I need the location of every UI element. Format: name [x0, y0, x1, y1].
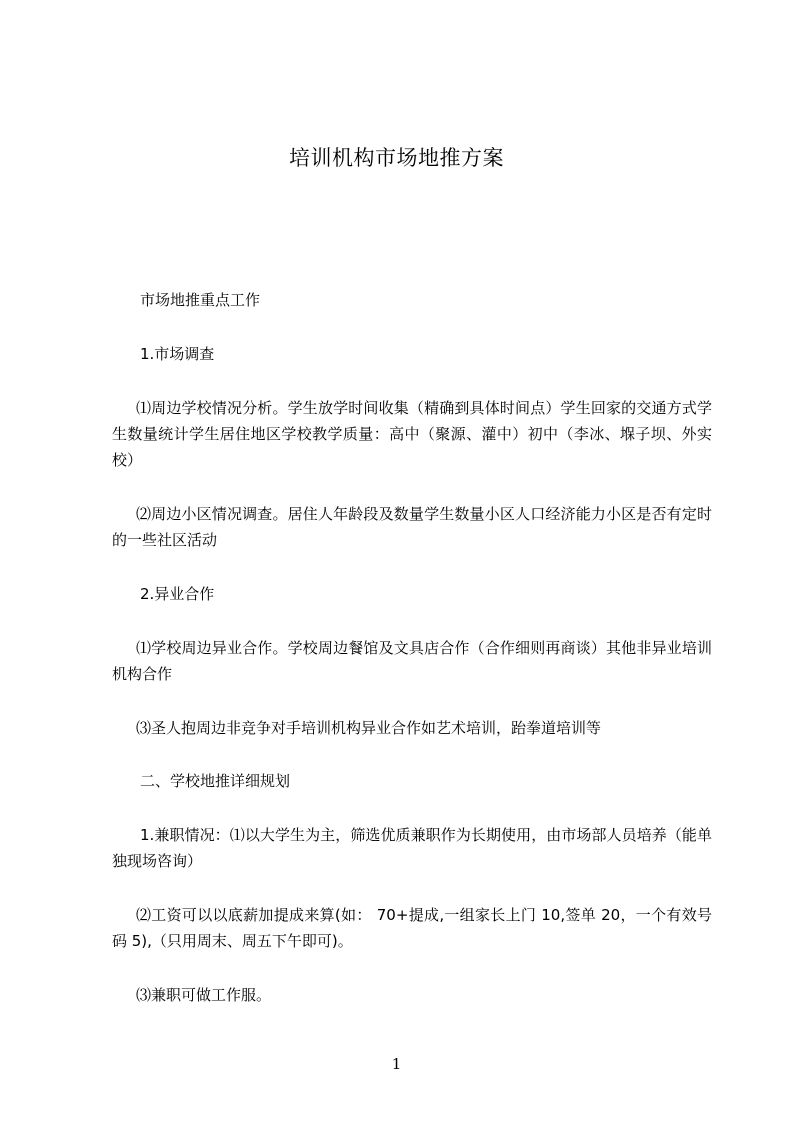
section-heading-key-work: 市场地推重点工作	[140, 291, 261, 309]
paragraph-work-uniform: ⑶兼职可做工作服。	[136, 986, 272, 1004]
section-heading-school-plan: 二、学校地推详细规划	[140, 772, 291, 790]
document-title: 培训机构市场地推方案	[289, 146, 504, 170]
paragraph-school-partnership: ⑴学校周边异业合作。学校周边餐馆及文具店合作（合作细则再商谈）其他非异业培训机构合作	[112, 639, 712, 683]
subheading-market-survey: 1.市场调查	[140, 345, 215, 363]
paragraph-wages: ⑵工资可以以底薪加提成来算(如： 70+提成,一组家长上门 10,签单 20，一个有效号码 5),（只用周末、周五下午即可)。	[112, 906, 712, 950]
paragraph-community-survey: ⑵周边小区情况调查。居住人年龄段及数量学生数量小区人口经济能力小区是否有定时的一些社区活动	[112, 505, 712, 549]
subheading-cross-industry: 2.异业合作	[140, 585, 215, 603]
paragraph-school-analysis: ⑴周边学校情况分析。学生放学时间收集（精确到具体时间点）学生回家的交通方式学生数量统计学生居住地区学校教学质量：高中（聚源、灌中）初中（李冰、堢子坝、外实校）	[112, 399, 712, 469]
paragraph-part-time-staff: 1.兼职情况：⑴以大学生为主，筛选优质兼职作为长期使用，由市场部人员培养（能单独现场咨询）	[112, 826, 712, 870]
page-number: 1	[391, 1055, 402, 1073]
paragraph-noncompeting-partnership: ⑶圣人抱周边非竞争对手培训机构异业合作如艺术培训，跆拳道培训等	[136, 719, 602, 737]
